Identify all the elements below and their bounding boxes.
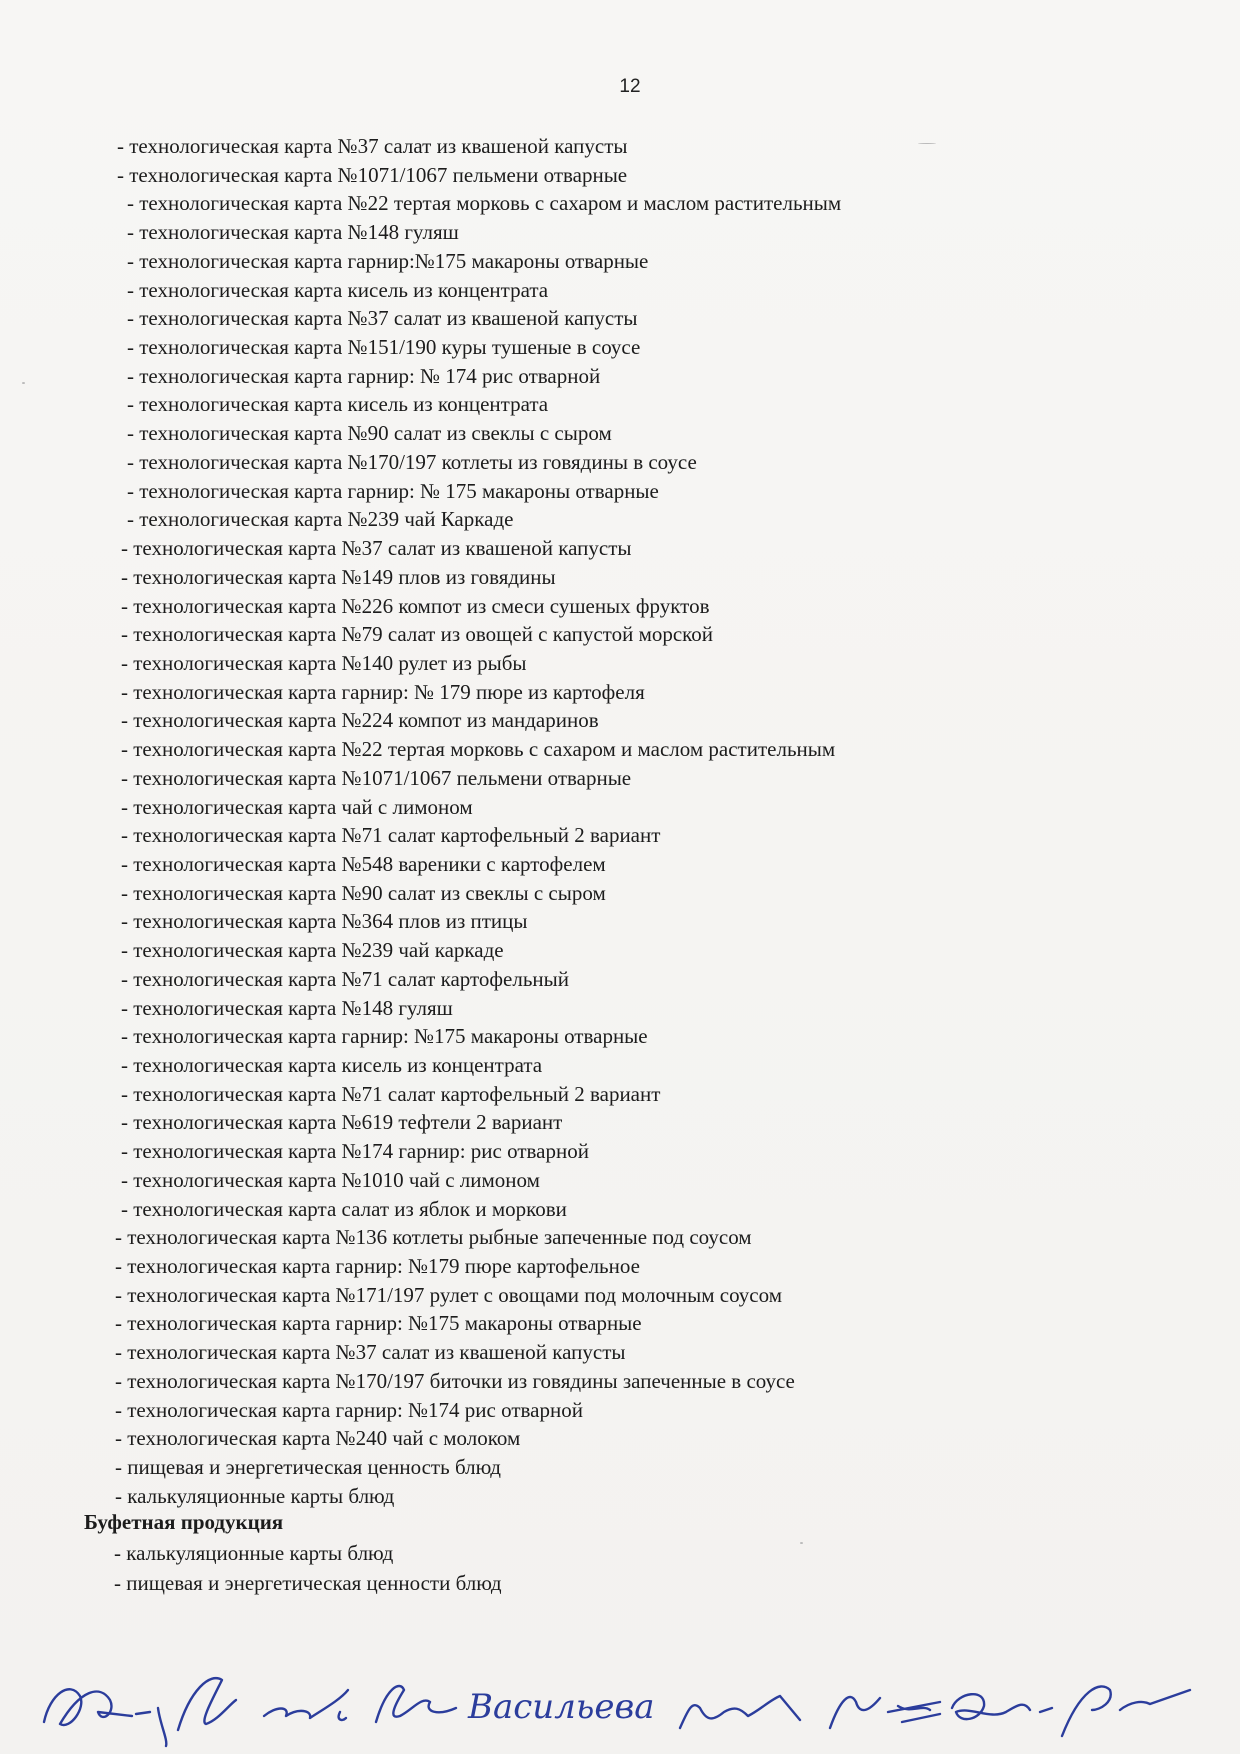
signature-1 xyxy=(44,1689,166,1746)
list-item: - технологическая карта гарнир: №179 пюре картофельное xyxy=(115,1254,640,1279)
list-item: - технологическая карта гарнир: № 175 макароны отварные xyxy=(127,478,659,503)
list-item: - технологическая карта гарнир:№175 макароны отварные xyxy=(127,248,649,273)
list-item: - технологическая карта чай с лимоном xyxy=(121,794,473,819)
list-item: - технологическая карта №170/197 котлеты из говядины в соусе xyxy=(127,449,697,474)
signature-7 xyxy=(952,1694,1052,1719)
list-item: - технологическая карта №22 тертая морковь с сахаром и маслом растительным xyxy=(121,737,836,762)
list-item: - технологическая карта кисель из концентрата xyxy=(127,277,549,302)
list-item: - технологическая карта кисель из концентрата xyxy=(127,392,549,417)
list-item: - технологическая карта №170/197 биточки из говядины запеченные в соусе xyxy=(115,1368,795,1393)
list-item: - технологическая карта №149 плов из говядины xyxy=(121,564,556,589)
list-item: - технологическая карта №79 салат из овощей с капустой морской xyxy=(121,622,714,647)
list-item: - технологическая карта гарнир: № 174 рис отварной xyxy=(127,363,601,388)
list-item: - технологическая карта гарнир: №175 макароны отварные xyxy=(121,1024,648,1049)
list-item: - калькуляционные карты блюд xyxy=(115,1483,395,1508)
list-item: - технологическая карта №148 гуляш xyxy=(127,220,459,245)
section-heading: Буфетная продукция xyxy=(84,1510,284,1534)
list-item: - технологическая карта №619 тефтели 2 вариант xyxy=(121,1110,563,1135)
list-item: - технологическая карта №364 плов из птицы xyxy=(121,909,528,934)
signature-4 xyxy=(376,1686,456,1722)
list-item: - технологическая карта №174 гарнир: рис отварной xyxy=(121,1139,589,1164)
signature-2 xyxy=(178,1678,236,1730)
scan-speck xyxy=(800,1542,803,1544)
list-item: - технологическая карта №90 салат из свеклы с сыром xyxy=(127,421,612,446)
list-item: - технологическая карта №136 котлеты рыбные запеченные под соусом xyxy=(115,1225,752,1250)
scan-speck xyxy=(918,143,936,144)
list-item: - технологическая карта №22 тертая морковь с сахаром и маслом растительным xyxy=(127,191,842,216)
section-list xyxy=(0,1538,502,1598)
signature-vasilieva: Васильева xyxy=(468,1687,655,1727)
list-item: - технологическая карта №224 компот из мандаринов xyxy=(121,708,599,733)
tech-card-list xyxy=(0,132,1240,1511)
list-item: - технологическая карта №151/190 куры тушеные в соусе xyxy=(127,335,641,360)
list-item: - технологическая карта гарнир: №175 макароны отварные xyxy=(115,1311,642,1336)
list-item: - технологическая карта №226 компот из смеси сушеных фруктов xyxy=(121,593,710,618)
signature-5 xyxy=(680,1696,800,1728)
list-item: - технологическая карта №1071/1067 пельмени отварные xyxy=(117,162,628,187)
signature-8 xyxy=(1062,1686,1190,1736)
list-item: - технологическая карта гарнир: №174 рис отварной xyxy=(115,1397,583,1422)
list-item: - технологическая карта №240 чай с молоком xyxy=(115,1426,521,1451)
list-item: - технологическая карта №71 салат картофельный 2 вариант xyxy=(121,823,661,848)
list-item: - технологическая карта №1010 чай с лимоном xyxy=(121,1167,540,1192)
list-item: - технологическая карта №140 рулет из рыбы xyxy=(121,650,527,675)
signature-strip xyxy=(40,1650,1220,1750)
list-item: - технологическая карта кисель из концентрата xyxy=(121,1053,543,1077)
list-item: - технологическая карта №148 гуляш xyxy=(121,995,453,1020)
list-item: - технологическая карта №37 салат из квашеной капусты xyxy=(117,134,628,158)
list-item: - технологическая карта №37 салат из квашеной капусты xyxy=(115,1340,626,1365)
scan-speck xyxy=(22,382,25,384)
section-list-item: - калькуляционные карты блюд xyxy=(114,1541,394,1565)
list-item: - технологическая карта №548 вареники с картофелем xyxy=(121,851,606,876)
list-item: - технологическая карта салат из яблок и моркови xyxy=(121,1196,567,1221)
list-item: - технологическая карта №90 салат из свеклы с сыром xyxy=(121,880,606,905)
list-item: - технологическая карта гарнир: № 179 пюре из картофеля xyxy=(121,679,645,704)
list-item: - технологическая карта №171/197 рулет с овощами под молочным соусом xyxy=(115,1282,782,1307)
list-item: - технологическая карта №37 салат из квашеной капусты xyxy=(121,536,632,561)
list-item: - технологическая карта №239 чай Каркаде xyxy=(127,507,514,532)
list-item: - технологическая карта №239 чай каркаде xyxy=(121,938,504,963)
signature-6 xyxy=(830,1697,940,1728)
list-item: - технологическая карта №37 салат из квашеной капусты xyxy=(127,306,638,331)
list-item: - технологическая карта №71 салат картофельный 2 вариант xyxy=(121,1081,661,1106)
list-item: - технологическая карта №1071/1067 пельмени отварные xyxy=(121,765,632,790)
list-item: - технологическая карта №71 салат картофельный xyxy=(121,966,569,991)
page-number: 12 xyxy=(619,76,641,97)
signature-3 xyxy=(264,1690,348,1720)
list-item: - пищевая и энергетическая ценность блюд xyxy=(115,1455,501,1480)
section-list-item: - пищевая и энергетическая ценности блюд xyxy=(114,1571,502,1595)
